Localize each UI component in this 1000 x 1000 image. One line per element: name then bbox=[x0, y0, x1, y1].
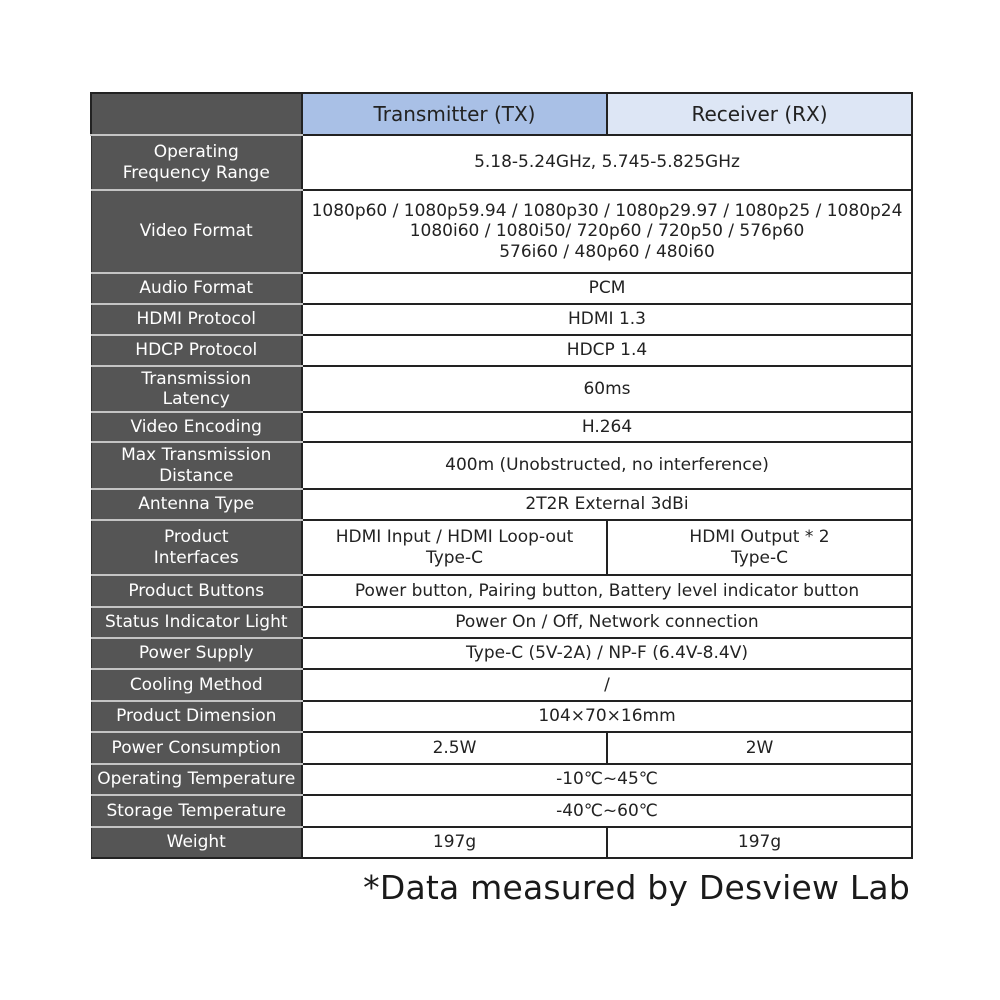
spec-label-line: Weight bbox=[166, 832, 226, 853]
spec-label-line: Product Buttons bbox=[128, 580, 265, 601]
spec-value-rx-line: 197g bbox=[737, 832, 782, 853]
spec-value-rx bbox=[607, 827, 912, 858]
tx-column-header: Transmitter (TX) bbox=[302, 93, 607, 135]
spec-value bbox=[302, 489, 912, 520]
spec-label-line: Max Transmission bbox=[121, 445, 272, 466]
spec-value-rx-line: 2W bbox=[745, 737, 774, 758]
spec-value-line: 104×70×16mm bbox=[538, 706, 676, 727]
spec-row bbox=[91, 520, 912, 575]
spec-row bbox=[91, 764, 912, 795]
spec-row bbox=[91, 638, 912, 669]
spec-value bbox=[302, 764, 912, 795]
spec-label bbox=[91, 273, 302, 304]
spec-label-line: Product bbox=[163, 527, 229, 548]
spec-value bbox=[302, 304, 912, 335]
spec-value bbox=[302, 607, 912, 638]
spec-label bbox=[91, 135, 302, 190]
spec-value-rx bbox=[607, 732, 912, 764]
spec-row bbox=[91, 575, 912, 607]
spec-value-line: -40℃~60℃ bbox=[556, 800, 658, 821]
spec-value bbox=[302, 638, 912, 669]
spec-label bbox=[91, 304, 302, 335]
spec-label-line: Latency bbox=[162, 389, 230, 409]
spec-label bbox=[91, 764, 302, 795]
spec-label-line: Power Consumption bbox=[111, 737, 281, 758]
spec-label bbox=[91, 366, 302, 412]
spec-row bbox=[91, 273, 912, 304]
spec-label-line: Video Encoding bbox=[130, 416, 262, 437]
spec-label bbox=[91, 442, 302, 489]
spec-value bbox=[302, 366, 912, 412]
spec-label bbox=[91, 335, 302, 366]
spec-value-line: Power On / Off, Network connection bbox=[455, 612, 759, 633]
spec-row bbox=[91, 190, 912, 273]
spec-value bbox=[302, 190, 912, 273]
header-row bbox=[91, 93, 912, 135]
spec-value-line: HDMI 1.3 bbox=[568, 309, 646, 330]
spec-row bbox=[91, 304, 912, 335]
spec-label-line: Antenna Type bbox=[138, 494, 255, 515]
spec-row bbox=[91, 489, 912, 520]
spec-label bbox=[91, 795, 302, 827]
spec-label bbox=[91, 701, 302, 732]
spec-value-tx-line: HDMI Input / HDMI Loop-out bbox=[335, 527, 574, 548]
spec-label-line: Power Supply bbox=[138, 643, 254, 664]
spec-value-line: 1080p60 / 1080p59.94 / 1080p30 / 1080p29.97 / 1080p25 / 1080p24 bbox=[311, 200, 903, 221]
spec-label-line: HDCP Protocol bbox=[135, 340, 258, 361]
spec-label bbox=[91, 520, 302, 575]
spec-row bbox=[91, 607, 912, 638]
spec-value bbox=[302, 135, 912, 190]
spec-value-line: Power button, Pairing button, Battery level indicator button bbox=[354, 580, 860, 601]
spec-label bbox=[91, 732, 302, 764]
spec-label bbox=[91, 412, 302, 442]
spec-label-line: Status Indicator Light bbox=[104, 612, 288, 633]
spec-value bbox=[302, 575, 912, 607]
spec-value-tx bbox=[302, 732, 607, 764]
spec-value-line: 1080i60 / 1080i50/ 720p60 / 720p50 / 576p60 bbox=[409, 221, 805, 242]
spec-value bbox=[302, 701, 912, 732]
rx-column-header: Receiver (RX) bbox=[607, 93, 912, 135]
header-corner bbox=[91, 93, 302, 135]
spec-label-line: Operating bbox=[153, 142, 239, 163]
spec-row bbox=[91, 442, 912, 489]
spec-value-line: 576i60 / 480p60 / 480i60 bbox=[499, 241, 715, 262]
spec-row bbox=[91, 412, 912, 442]
spec-label-line: Distance bbox=[159, 465, 234, 486]
spec-row bbox=[91, 701, 912, 732]
spec-value-line: H.264 bbox=[581, 416, 633, 437]
spec-value-line: Type-C (5V-2A) / NP-F (6.4V-8.4V) bbox=[466, 643, 748, 664]
spec-value bbox=[302, 273, 912, 304]
spec-value-rx bbox=[607, 520, 912, 575]
spec-value-line: -10℃~45℃ bbox=[556, 769, 658, 790]
spec-value-rx-line: HDMI Output * 2 bbox=[689, 527, 830, 548]
spec-value-tx-line: 197g bbox=[432, 832, 477, 853]
spec-value-line: 2T2R External 3dBi bbox=[525, 494, 689, 515]
spec-label bbox=[91, 827, 302, 858]
spec-value bbox=[302, 335, 912, 366]
spec-value bbox=[302, 795, 912, 827]
spec-label-line: Transmission bbox=[141, 368, 252, 389]
spec-label-line: Cooling Method bbox=[129, 674, 263, 695]
spec-table bbox=[90, 92, 913, 859]
spec-value-line: 60ms bbox=[583, 378, 631, 399]
spec-label-line: HDMI Protocol bbox=[136, 309, 256, 330]
spec-value-line: HDCP 1.4 bbox=[566, 340, 648, 361]
spec-label bbox=[91, 489, 302, 520]
spec-value-tx bbox=[302, 827, 607, 858]
spec-value-line: / bbox=[604, 674, 610, 695]
spec-label bbox=[91, 638, 302, 669]
spec-value bbox=[302, 412, 912, 442]
spec-row bbox=[91, 366, 912, 412]
spec-body bbox=[91, 135, 912, 858]
spec-value-line: 5.18-5.24GHz, 5.745-5.825GHz bbox=[474, 152, 740, 173]
spec-label-line: Video Format bbox=[139, 221, 253, 242]
spec-value-line: 400m (Unobstructed, no interference) bbox=[445, 455, 769, 476]
spec-value bbox=[302, 442, 912, 489]
spec-row bbox=[91, 795, 912, 827]
footnote: *Data measured by Desview Lab bbox=[363, 868, 910, 907]
spec-label-line: Frequency Range bbox=[122, 162, 270, 183]
spec-value-rx-line: Type-C bbox=[730, 547, 789, 568]
spec-label bbox=[91, 669, 302, 701]
spec-value-line: PCM bbox=[588, 278, 626, 299]
spec-label-line: Audio Format bbox=[139, 278, 254, 299]
spec-value-tx-line: Type-C bbox=[425, 547, 484, 568]
spec-label-line: Storage Temperature bbox=[106, 800, 287, 821]
spec-row bbox=[91, 335, 912, 366]
spec-value-tx bbox=[302, 520, 607, 575]
spec-row bbox=[91, 669, 912, 701]
spec-row bbox=[91, 827, 912, 858]
spec-label-line: Interfaces bbox=[153, 547, 239, 568]
spec-value-tx-line: 2.5W bbox=[432, 737, 477, 758]
spec-value bbox=[302, 669, 912, 701]
spec-row bbox=[91, 135, 912, 190]
spec-label-line: Operating Temperature bbox=[97, 769, 296, 790]
spec-row bbox=[91, 732, 912, 764]
spec-label-line: Product Dimension bbox=[116, 706, 277, 727]
spec-label bbox=[91, 190, 302, 273]
spec-label bbox=[91, 575, 302, 607]
spec-label bbox=[91, 607, 302, 638]
